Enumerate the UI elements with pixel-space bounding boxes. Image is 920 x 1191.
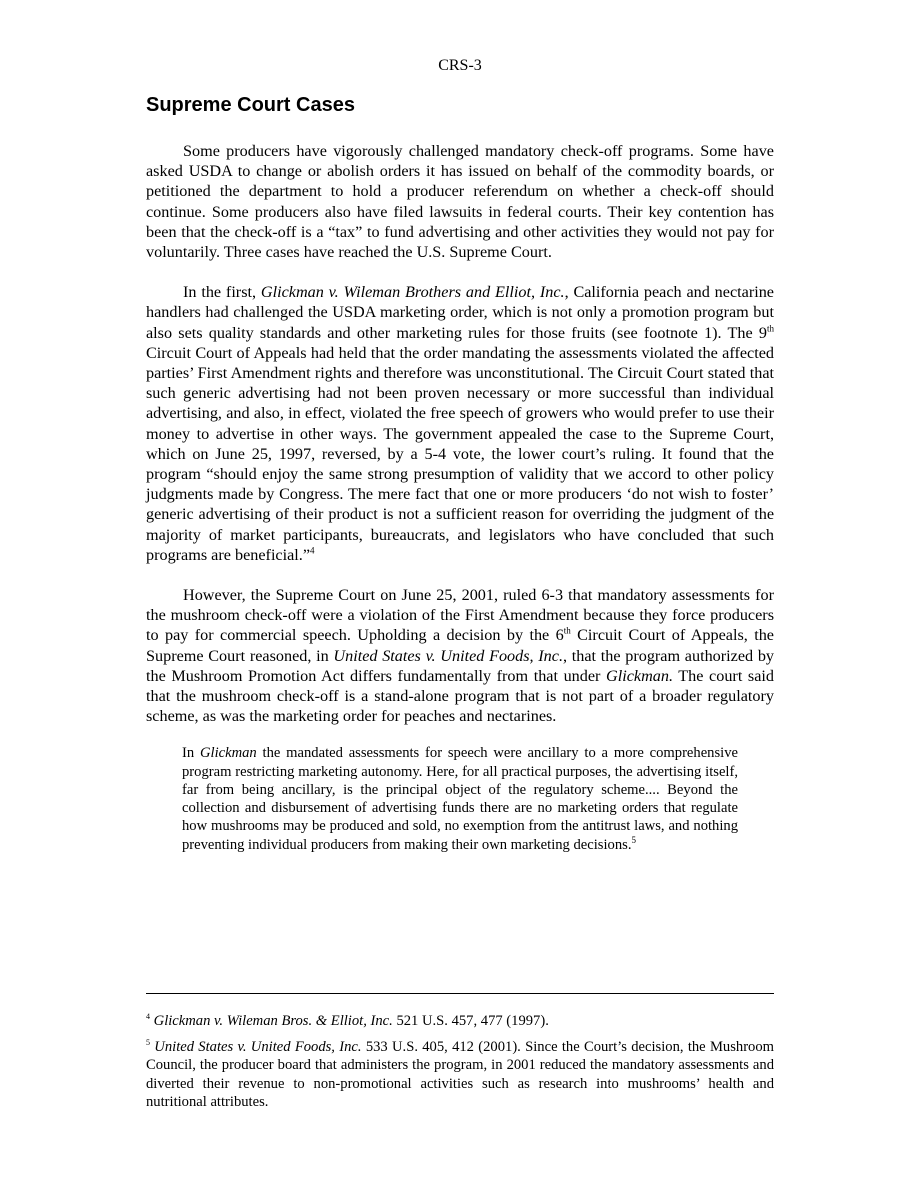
footnote-4 [146, 1012, 774, 1030]
blockquote [182, 744, 738, 853]
paragraph-3-text-d: The court said that the mushroom check-off is a stand-alone program that is not part of a broader regulatory scheme, as was the marketing order for peaches and nectarines. [146, 666, 774, 726]
case-name-glickman-quote: Glickman [199, 745, 257, 762]
paragraph-2-text-a: In the first, [183, 283, 261, 302]
paragraph-2 [146, 282, 774, 565]
ordinal-suffix: th [766, 323, 774, 334]
footnote-5 [146, 1038, 774, 1111]
footnotes [146, 1012, 774, 1119]
footnote-ref-4[interactable]: 4 [310, 545, 315, 556]
blockquote-text-a: In [182, 745, 200, 762]
footnote-text: 521 U.S. 457, 477 (1997). [392, 1013, 549, 1029]
footnote-case-name: United States v. United Foods, Inc. [154, 1039, 362, 1056]
body-text [146, 141, 774, 854]
case-name-united-foods: United States v. United Foods, Inc. [333, 646, 564, 665]
footnote-text: 533 U.S. 405, 412 (2001). Since the Court’s decision, the Mushroom Council, the producer board that administers the program, in 2001 reduced the mandatory assessments and diverted their revenue to non-promotional activities such as research into mushrooms’ health and nutritional attributes. [146, 1039, 774, 1110]
blockquote-text-b: the mandated assessments for speech were ancillary to a more comprehensive program restricting marketing autonomy. Here, for all practical purposes, the advertising itself, far from being ancillary, is the principal object of the regulatory scheme.... Beyond the collection and disbursement of advertising funds there are no marketing orders that regulate how mushrooms may be produced and sold, no exemption from the antitrust laws, and nothing preventing individual producers from making their own marketing decisions. [182, 745, 738, 853]
paragraph-3-text-a: However, the Supreme Court on June 25, 2001, ruled 6-3 that mandatory assessments for the mushroom check-off were a violation of the First Amendment because they force producers to pay for commercial speech. Upholding a decision by the 6 [146, 586, 774, 645]
section-heading: Supreme Court Cases [146, 94, 355, 116]
footnote-number: 4 [146, 1012, 150, 1022]
paragraph-3-text-c: , that the program authorized by the Mushroom Promotion Act differs fundamentally from that under [146, 646, 775, 685]
footnote-ref-5[interactable]: 5 [631, 834, 636, 845]
paragraph-2-text-b: , California peach and nectarine handlers had challenged the USDA marketing order, which is not only a promotion program but also sets quality standards and other marketing rules for those fruits (see footnote 1). The 9 [146, 283, 774, 342]
paragraph-1: Some producers have vigorously challenged mandatory check-off programs. Some have asked USDA to change or abolish orders it has issued on behalf of the commodity boards, or petitioned the department to hold a producer referendum on whether a check-off should continue. Some producers also have filed lawsuits in federal courts. Their key contention has been that the check-off is a “tax” to fund advertising and other activities they would not pay for voluntarily. Three cases have reached the U.S. Supreme Court. [146, 142, 774, 262]
case-name-glickman-short: Glickman. [606, 666, 673, 685]
paragraph-3-text-b: Circuit Court of Appeals, the Supreme Court reasoned, in [146, 626, 774, 665]
page-number: CRS-3 [438, 57, 482, 74]
footnote-case-name: Glickman v. Wileman Bros. & Elliot, Inc. [153, 1013, 393, 1029]
paragraph-2-text-c: Circuit Court of Appeals had held that the order mandating the assessments violated the affected parties’ First Amendment rights and therefore was unconstitutional. The Circuit Court stated that such generic advertising had not been proven necessary or more successful than individual advertising, and also, in effect, violated the free speech of growers who would prefer to use their money to advertise in other ways. The government appealed the case to the Supreme Court, which on June 25, 1997, reversed, by a 5-4 vote, the lower court’s ruling. It found that the program “should enjoy the same strong presumption of validity that we accord to other policy judgments made by Congress. The mere fact that one or more producers ‘do not wish to foster’ generic advertising of their product is not a sufficient reason for overriding the judgment of the majority of market participants, bureaucrats, and legislators who have concluded that such programs are beneficial.” [146, 343, 774, 564]
footnote-number: 5 [146, 1038, 150, 1048]
footnote-divider [146, 993, 774, 994]
case-name-glickman: Glickman v. Wileman Brothers and Elliot, Inc. [260, 283, 565, 302]
paragraph-3 [146, 585, 774, 726]
ordinal-suffix: th [563, 626, 571, 637]
